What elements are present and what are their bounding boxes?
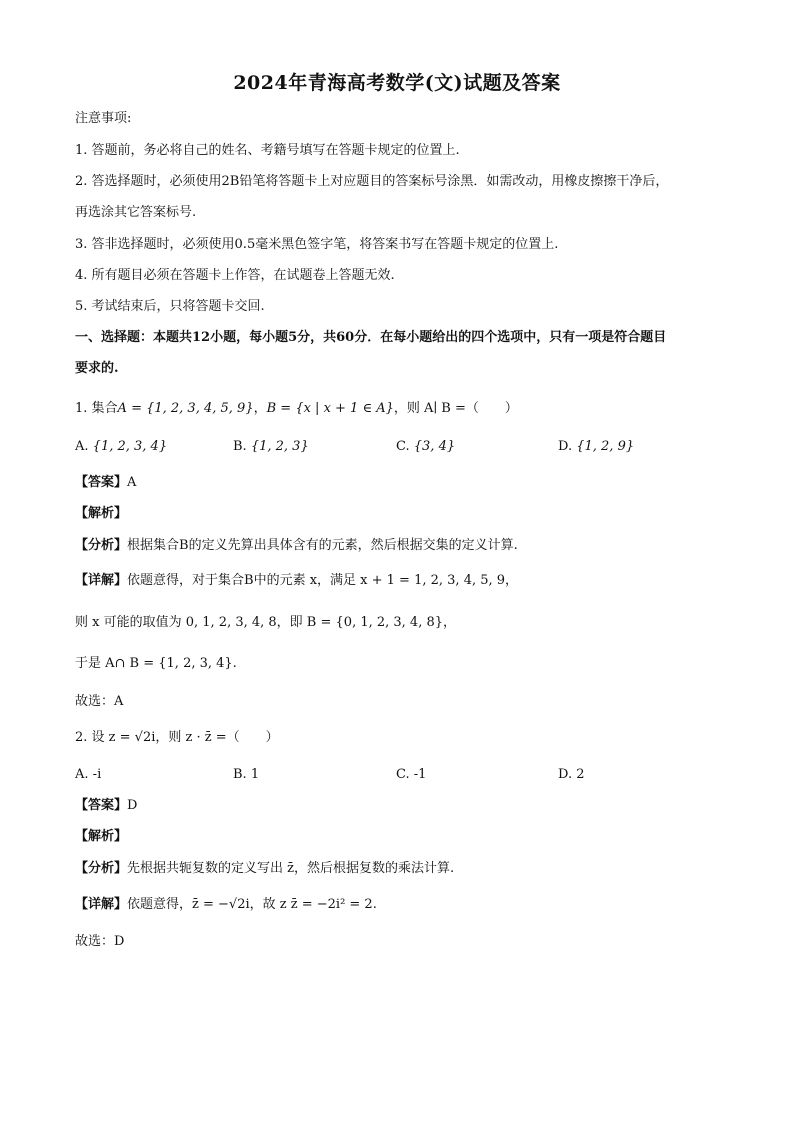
option-label: D.: [558, 767, 573, 782]
notice-heading: 注意事项:: [75, 111, 132, 126]
set-a-expression: A = {1, 2, 3, 4, 5, 9}: [117, 401, 254, 416]
option-label: B.: [233, 439, 247, 454]
xiangjie-text: 依题意得，对于集合B中的元素 x，满足 x + 1 = 1, 2, 3, 4, 5, 9，: [127, 573, 519, 588]
q1-analysis-tag: [75, 505, 127, 523]
fenxi-tag: 【分析】: [75, 861, 128, 876]
q1-choose: 故选：A: [75, 694, 124, 709]
q1-option-b: [233, 438, 309, 456]
question-1-stem: [75, 400, 518, 418]
option-value: 1: [250, 767, 260, 782]
q2-fenxi: [75, 860, 454, 878]
question-2-stem: 2. 设 z = √2i，则 z · z̄ =（ ）: [75, 730, 279, 745]
notice-item-2-cont: 再选涂其它答案标号.: [75, 205, 197, 220]
analysis-tag: 【解析】: [75, 829, 128, 844]
xiangjie-text: 依题意得，z̄ = −√2i，故 z z̄ = −2i² = 2.: [127, 897, 377, 912]
xiangjie-tag: 【详解】: [75, 573, 128, 588]
answer-tag: 【答案】: [75, 798, 128, 813]
option-value: -i: [92, 767, 102, 782]
option-value: {1, 2, 3}: [250, 439, 309, 454]
question-1-comma: ，: [253, 401, 267, 416]
q2-answer: [75, 797, 137, 815]
option-value: -1: [413, 767, 427, 782]
option-label: C.: [396, 439, 410, 454]
q2-xiangjie: [75, 896, 377, 914]
q2-option-d: [558, 766, 585, 784]
q2-choose: 故选：D: [75, 934, 125, 949]
notice-item-2: 2. 答选择题时，必须使用2B铅笔将答题卡上对应题目的答案标号涂黑．如需改动，用橡皮擦擦干净后，: [75, 174, 669, 189]
notice-item-5: 5. 考试结束后，只将答题卡交回.: [75, 299, 265, 314]
answer-value: D: [127, 798, 138, 813]
option-label: D.: [558, 439, 573, 454]
q1-option-a: [75, 438, 167, 456]
q1-detail-line2: 则 x 可能的取值为 0, 1, 2, 3, 4, 8，即 B = {0, 1, 2, 3, 4, 8}，: [75, 615, 457, 630]
answer-tag: 【答案】: [75, 475, 128, 490]
notice-item-3: 3. 答非选择题时，必须使用0.5毫米黑色签字笔，将答案书写在答题卡规定的位置上.: [75, 237, 559, 252]
page-title: 2024年青海高考数学(文)试题及答案: [233, 72, 561, 94]
question-1-ask: ，则 A∣ B =（ ）: [393, 401, 518, 416]
set-b-expression: B = {x | x + 1 ∈ A}: [266, 401, 394, 416]
q2-analysis-tag: [75, 828, 127, 846]
q1-option-c: [396, 438, 455, 456]
answer-value: A: [127, 475, 137, 490]
notice-item-4: 4. 所有题目必须在答题卡上作答，在试题卷上答题无效.: [75, 268, 395, 283]
q2-option-a: [75, 766, 101, 784]
q1-detail-line3: 于是 A∩ B = {1, 2, 3, 4}.: [75, 656, 237, 671]
option-value: {1, 2, 3, 4}: [92, 439, 168, 454]
fenxi-text: 先根据共轭复数的定义写出 z̄，然后根据复数的乘法计算.: [127, 861, 455, 876]
option-label: C.: [396, 767, 410, 782]
q1-option-d: [558, 438, 634, 456]
q1-answer: [75, 474, 136, 492]
q2-option-c: [396, 766, 426, 784]
option-label: A.: [75, 767, 89, 782]
option-label: B.: [233, 767, 247, 782]
fenxi-text: 根据集合B的定义先算出具体含有的元素，然后根据交集的定义计算.: [127, 538, 518, 553]
notice-item-1: 1. 答题前，务必将自己的姓名、考籍号填写在答题卡规定的位置上.: [75, 143, 460, 158]
option-label: A.: [75, 439, 89, 454]
q1-xiangjie: [75, 572, 518, 590]
xiangjie-tag: 【详解】: [75, 897, 128, 912]
option-value: {1, 2, 9}: [576, 439, 635, 454]
section-heading-line2: 要求的.: [75, 361, 119, 376]
analysis-tag: 【解析】: [75, 506, 128, 521]
question-1-prefix: 1. 集合: [75, 401, 118, 416]
option-value: 2: [576, 767, 585, 782]
q1-fenxi: [75, 537, 518, 555]
option-value: {3, 4}: [413, 439, 456, 454]
fenxi-tag: 【分析】: [75, 538, 128, 553]
section-heading-line1: 一、选择题：本题共12小题，每小题5分，共60分．在每小题给出的四个选项中，只有一项是符合题目: [75, 330, 667, 345]
q2-option-b: [233, 766, 259, 784]
